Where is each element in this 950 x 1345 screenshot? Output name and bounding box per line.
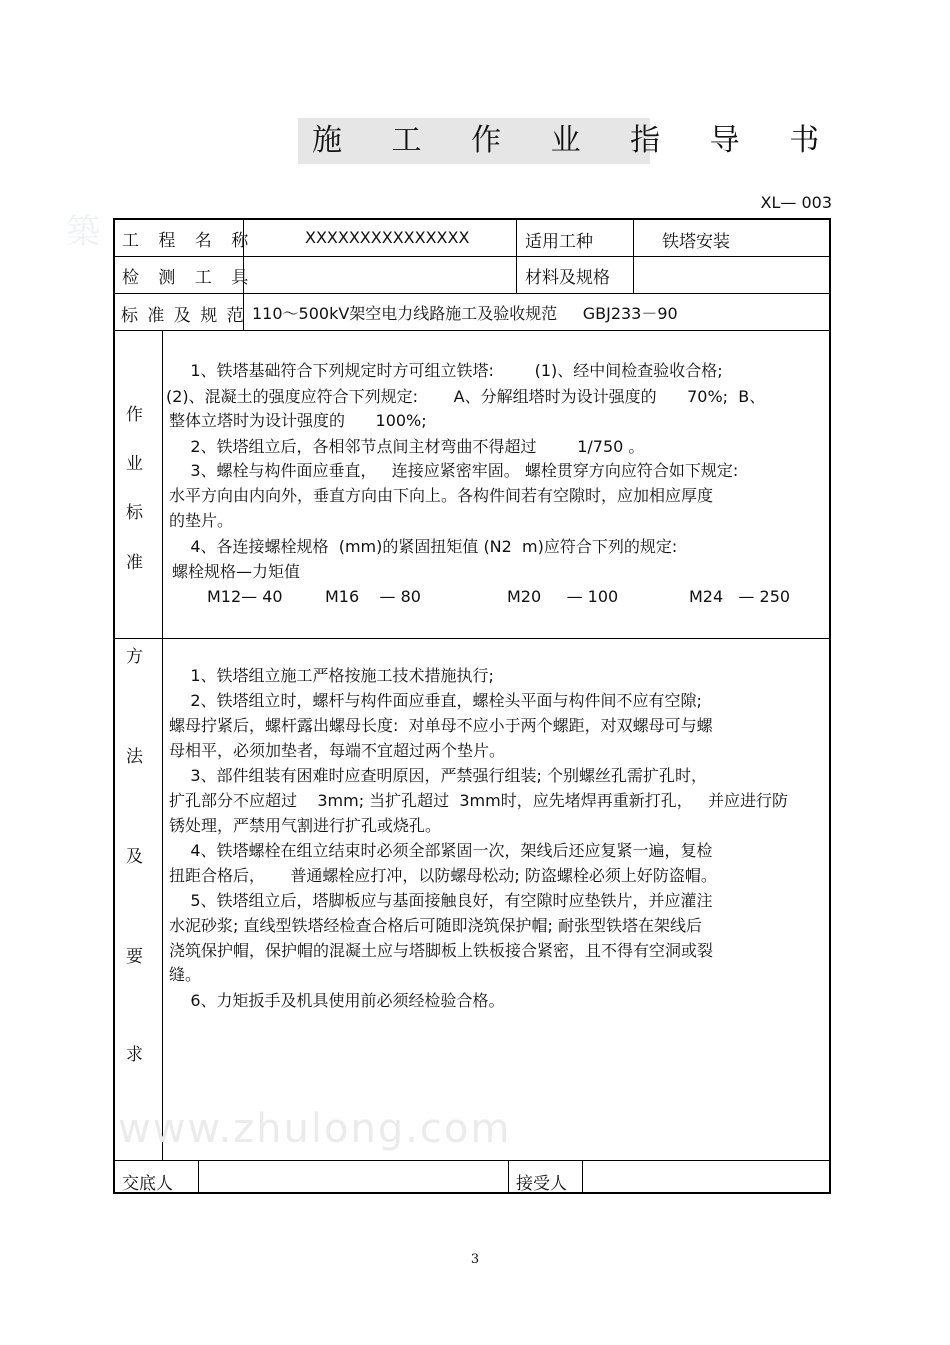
standard-label: 标 准 及 规 范	[121, 306, 246, 326]
torque-value: M12— 40	[207, 587, 283, 606]
methods-line: 4、铁塔螺栓在组立结束时必须全部紧固一次，架线后还应复紧一遍，复检	[170, 841, 713, 860]
receiver-label: 接受人	[516, 1174, 567, 1194]
methods-line: 5、铁塔组立后，塔脚板应与基面接触良好，有空隙时应垫铁片，并应灌注	[170, 891, 713, 910]
work-standard-line: 水平方向由内向外，垂直方向由下向上。各构件间若有空隙时，应加相应厚度	[169, 486, 714, 505]
col-divider	[582, 1160, 583, 1193]
methods-line: 浇筑保护帽，保护帽的混凝土应与塔脚板上铁板接合紧密，且不得有空洞或裂	[169, 941, 714, 960]
methods-label-char: 求	[126, 1045, 143, 1065]
methods-label-char: 法	[126, 747, 143, 767]
methods-line: 扭距合格后， 普通螺栓应打冲，以防螺母松动; 防盗螺栓必须上好防盗帽。	[169, 866, 717, 885]
methods-label-char: 方	[126, 647, 143, 667]
materials-label: 材料及规格	[525, 268, 610, 288]
methods-line: 1、铁塔组立施工严格按施工技术措施执行;	[170, 666, 494, 685]
row-divider	[114, 293, 830, 294]
work-standard-label-char: 作	[126, 405, 143, 425]
work-standard-line: (2)、混凝土的强度应符合下列规定: A、分解组塔时为设计强度的 70%; B、	[166, 387, 766, 406]
col-divider	[508, 1160, 509, 1193]
project-name-label: 工 程 名 称	[122, 231, 256, 251]
methods-line: 水泥砂浆; 直线型铁塔经检查合格后可随即浇筑保护帽; 耐张型铁塔在架线后	[169, 916, 702, 935]
methods-label-char: 要	[126, 947, 143, 967]
methods-line: 扩孔部分不应超过 3mm; 当扩孔超过 3mm时，应先堵焊再重新打孔， 并应进行防	[169, 791, 788, 810]
torque-value: M16 — 80	[325, 587, 421, 606]
torque-value: M24 — 250	[689, 587, 791, 606]
trade-label: 适用工种	[525, 232, 593, 252]
document-number: XL— 003	[760, 193, 832, 212]
methods-line: 6、力矩扳手及机具使用前必须经检验合格。	[170, 991, 505, 1010]
standard-value: 110～500kV架空电力线路施工及验收规范 GBJ233－90	[252, 304, 678, 323]
methods-line: 2、铁塔组立时，螺杆与构件面应垂直，螺栓头平面与构件间不应有空隙;	[170, 691, 702, 710]
work-standard-label-char: 标	[126, 503, 143, 523]
project-name-value: XXXXXXXXXXXXXXX	[305, 228, 470, 247]
watermark-text: www.zhulong.com	[118, 1106, 512, 1152]
page-title: 施 工 作 业 指 导 书	[298, 118, 650, 164]
handover-label: 交底人	[122, 1174, 173, 1194]
methods-line: 缝。	[169, 965, 202, 984]
watermark-logo: 築	[66, 212, 100, 252]
methods-line: 母相平，必须加垫者，每端不宜超过两个垫片。	[169, 741, 506, 760]
page-number: 3	[470, 1252, 480, 1267]
work-standard-line: 螺栓规格—力矩值	[172, 562, 301, 581]
work-standard-line: 2、铁塔组立后，各相邻节点间主材弯曲不得超过 1/750 。	[170, 437, 645, 456]
col-divider	[162, 330, 163, 1160]
row-divider	[114, 256, 830, 257]
work-standard-line: 整体立塔时为设计强度的 100%;	[169, 411, 427, 430]
work-standard-label-char: 准	[126, 553, 143, 573]
work-standard-line: 4、各连接螺栓规格 (mm)的紧固扭矩值 (N2 m)应符合下列的规定:	[170, 537, 678, 556]
tools-label: 检 测 工 具	[122, 268, 256, 288]
trade-value: 铁塔安装	[662, 232, 730, 252]
col-divider	[198, 1160, 199, 1193]
methods-line: 锈处理，严禁用气割进行扩孔或烧孔。	[169, 816, 442, 835]
col-divider	[516, 219, 517, 293]
work-standard-line: 1、铁塔基础符合下列规定时方可组立铁塔: (1)、经中间检查验收合格;	[170, 361, 723, 380]
methods-line: 3、部件组装有困难时应查明原因，严禁强行组装; 个别螺丝孔需扩孔时，	[170, 766, 708, 785]
work-standard-line: 3、螺栓与构件面应垂直， 连接应紧密牢固。 螺栓贯穿方向应符合如下规定:	[170, 461, 739, 480]
work-standard-line: 的垫片。	[169, 511, 234, 530]
row-divider	[114, 638, 830, 639]
methods-label-char: 及	[126, 847, 143, 867]
work-standard-label-char: 业	[126, 454, 143, 474]
torque-value: M20 — 100	[507, 587, 619, 606]
row-divider	[114, 1160, 830, 1161]
methods-line: 螺母拧紧后，螺杆露出螺母长度: 对单母不应小于两个螺距，对双螺母可与螺	[169, 716, 713, 735]
col-divider	[633, 219, 634, 293]
row-divider	[114, 330, 830, 331]
